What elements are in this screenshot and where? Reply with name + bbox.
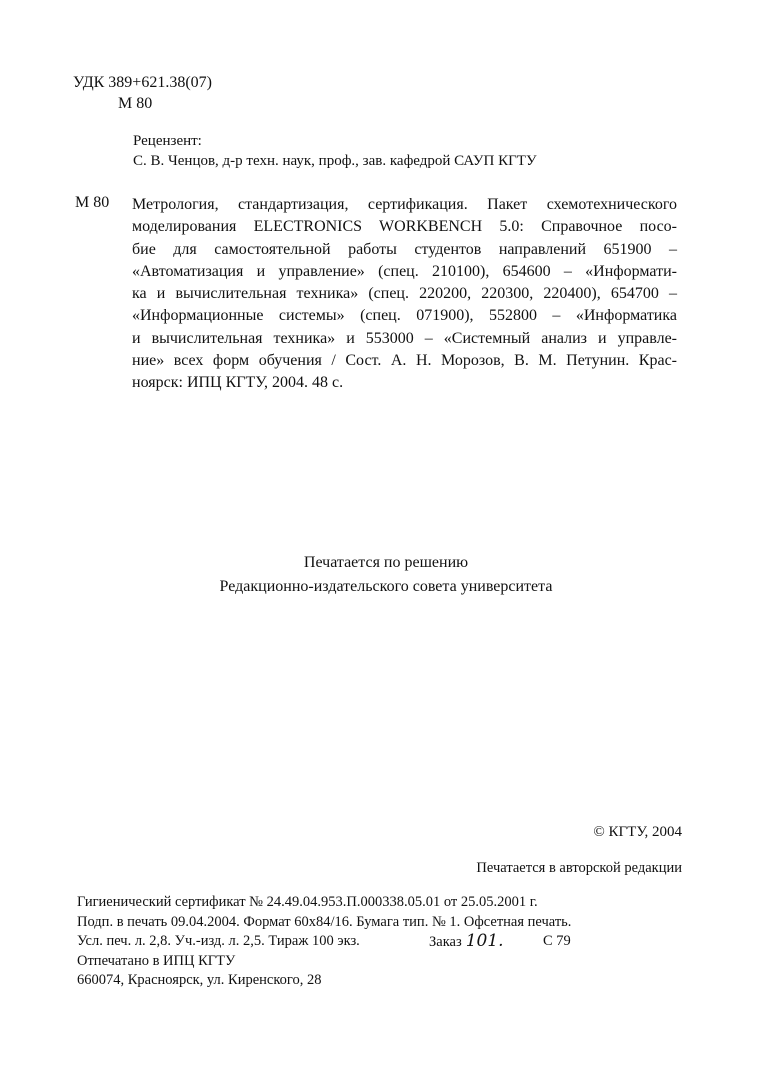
sheets-info: Усл. печ. л. 2,8. Уч.-изд. л. 2,5. Тираж 100 экз. <box>77 933 360 949</box>
udk-code: УДК 389+621.38(07) <box>73 74 212 91</box>
hygiene-certificate: Гигиенический сертификат № 24.49.04.953.П.000338.05.01 от 25.05.2001 г. <box>77 894 538 910</box>
author-mark: М 80 <box>118 95 153 112</box>
address: 660074, Красноярск, ул. Киренского, 28 <box>77 972 322 988</box>
print-code: С 79 <box>543 933 571 949</box>
printed-at: Отпечатано в ИПЦ КГТУ <box>77 952 236 969</box>
copyright: © КГТУ, 2004 <box>593 824 682 840</box>
annotation-line: ние» всех форм обучения / Сост. А. Н. Морозов, В. М. Петунин. Крас- <box>132 352 677 370</box>
annotation-line: Метрология, стандартизация, сертификация. Пакет схемотехнического <box>132 196 677 213</box>
annotation-line: «Автоматизация и управление» (спец. 210100), 654600 – «Информати- <box>132 262 677 280</box>
annotation-line: «Информационные системы» (спец. 071900), 552800 – «Информатика <box>132 307 677 325</box>
order-number: 101. <box>465 931 504 951</box>
annotation-line: ноярск: ИПЦ КГТУ, 2004. 48 с. <box>132 374 344 392</box>
reviewer-label: Рецензент: <box>133 133 202 149</box>
edition-note: Печатается в авторской редакции <box>476 860 682 876</box>
annotation-line: ка и вычислительная техника» (спец. 220200, 220300, 220400), 654700 – <box>132 285 677 303</box>
annotation-line: бие для самостоятельной работы студентов направлений 651900 – <box>132 240 677 258</box>
order <box>429 932 504 953</box>
order-label: Заказ <box>429 934 462 950</box>
approval-line-2: Редакционно-издательского совета университета <box>219 578 553 595</box>
approval-line-1: Печатается по решению <box>303 554 469 571</box>
print-info: Подп. в печать 09.04.2004. Формат 60x84/16. Бумага тип. № 1. Офсетная печать. <box>77 913 572 930</box>
sheets-run-line <box>77 932 571 952</box>
approval-note <box>0 551 772 599</box>
annotation-line: моделирования ELECTRONICS WORKBENCH 5.0: Справочное посо- <box>132 218 677 236</box>
annotation-line: и вычислительная техника» и 553000 – «Системный анализ и управле- <box>132 329 677 347</box>
imprint <box>77 893 571 991</box>
bibliographic-annotation <box>132 194 677 395</box>
annotation-code: М 80 <box>75 194 110 211</box>
reviewer-text: С. В. Ченцов, д-р техн. наук, проф., зав. кафедрой САУП КГТУ <box>133 153 537 169</box>
